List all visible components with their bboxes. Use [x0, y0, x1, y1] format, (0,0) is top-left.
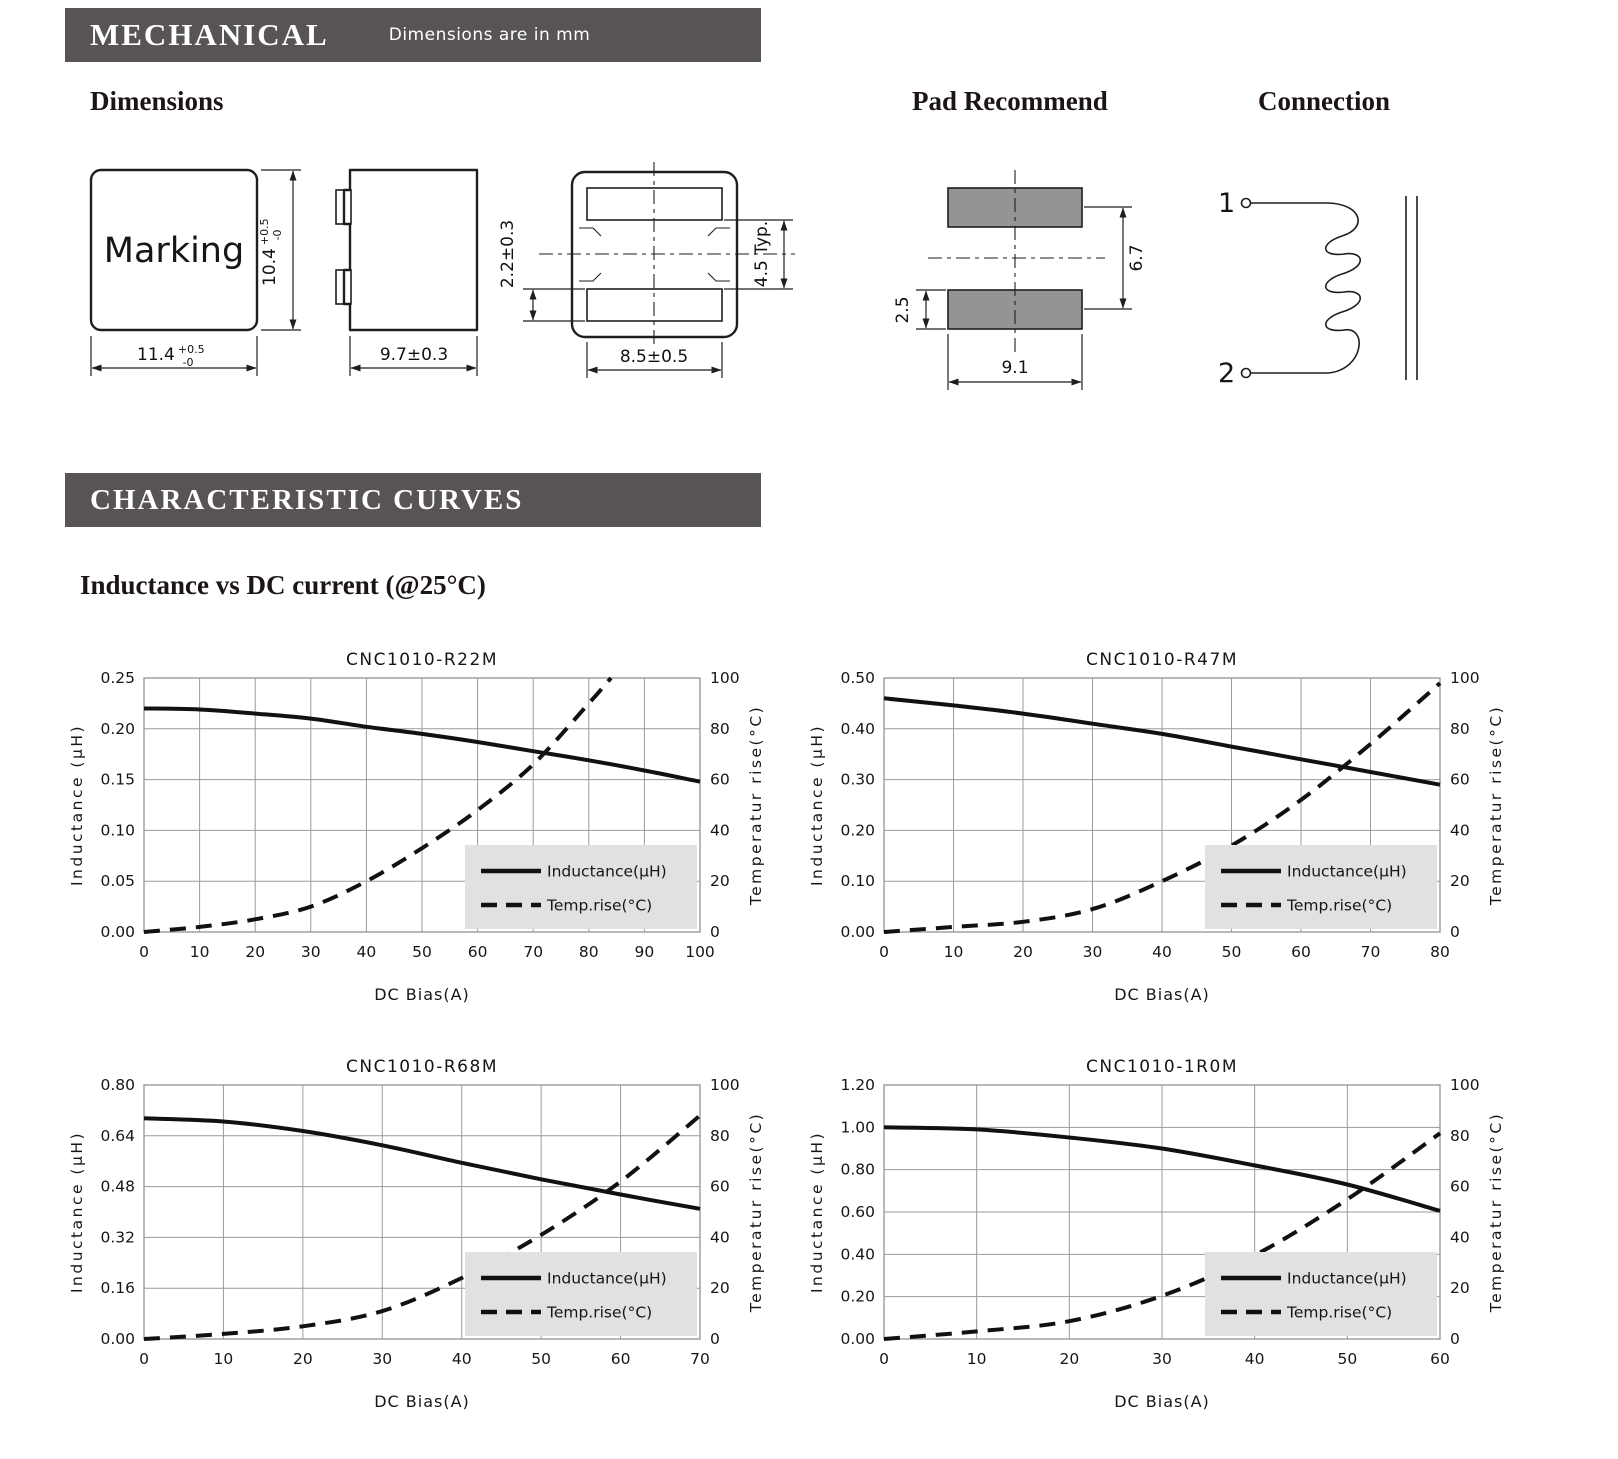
svg-text:60: 60 [1450, 1177, 1470, 1196]
svg-text:0.25: 0.25 [100, 669, 135, 687]
svg-text:30: 30 [300, 943, 321, 961]
chart-legend [1205, 845, 1437, 929]
svg-text:80: 80 [710, 719, 730, 738]
svg-text:100: 100 [710, 669, 740, 687]
legend-label: Inductance(μH) [1287, 862, 1407, 881]
svg-text:0.40: 0.40 [840, 719, 875, 738]
svg-text:100: 100 [710, 1076, 740, 1094]
svg-text:80: 80 [1450, 1126, 1470, 1145]
curves-title: CHARACTERISTIC CURVES [90, 483, 524, 516]
legend-label: Temp.rise(°C) [547, 896, 653, 915]
svg-text:50: 50 [412, 943, 432, 961]
svg-text:60: 60 [710, 770, 730, 789]
svg-text:10: 10 [966, 1350, 987, 1368]
svg-text:0.80: 0.80 [840, 1160, 875, 1179]
svg-text:60: 60 [1291, 943, 1311, 961]
svg-text:90: 90 [634, 943, 655, 961]
svg-text:40: 40 [710, 821, 730, 840]
svg-text:0.40: 0.40 [840, 1245, 875, 1264]
ylabel-left: Inductance (μH) [808, 723, 826, 887]
svg-text:0: 0 [1450, 923, 1460, 941]
side-body-outline [344, 170, 477, 330]
connection-heading: Connection [1258, 86, 1391, 116]
svg-text:0: 0 [139, 943, 149, 961]
connection-drawing [1210, 162, 1442, 402]
chart-title: CNC1010-1R0M [1086, 1057, 1238, 1077]
svg-text:0: 0 [710, 923, 720, 941]
chart-svg-CNC1010-R47M [804, 648, 1516, 1048]
svg-text:40: 40 [451, 1350, 472, 1368]
curves-subtitle: Inductance vs DC current (@25°C) [80, 570, 486, 600]
chart-legend [465, 1252, 697, 1336]
chart-cnc1010-1r0m [804, 1055, 1516, 1455]
legend-label: Temp.rise(°C) [1287, 896, 1393, 915]
legend-label: Temp.rise(°C) [1287, 1303, 1393, 1322]
svg-text:40: 40 [1450, 1228, 1470, 1247]
inductance-curve [144, 1118, 700, 1209]
svg-text:70: 70 [523, 943, 544, 961]
svg-text:80: 80 [710, 1126, 730, 1145]
ylabel-left: Inductance (μH) [808, 1130, 826, 1294]
xlabel: DC Bias(A) [1114, 985, 1210, 1004]
chart-cnc1010-r68m [64, 1055, 776, 1455]
ylabel-right: Temperatur rise(°C) [747, 1111, 765, 1313]
svg-text:0.64: 0.64 [100, 1126, 135, 1145]
svg-text:20: 20 [710, 1279, 730, 1298]
bottom-width-dim-label: 8.5±0.5 [619, 347, 689, 367]
svg-text:40: 40 [710, 1228, 730, 1247]
chart-title: CNC1010-R47M [1086, 650, 1238, 670]
svg-text:1.20: 1.20 [840, 1076, 875, 1094]
svg-text:30: 30 [1152, 1350, 1172, 1368]
svg-text:60: 60 [467, 943, 488, 961]
svg-text:20: 20 [1013, 943, 1033, 961]
pad-width-dim-label: 9.1 [1001, 358, 1029, 378]
svg-text:50: 50 [1337, 1350, 1358, 1368]
chart-title: CNC1010-R68M [346, 1057, 498, 1077]
svg-text:50: 50 [531, 1350, 552, 1368]
ylabel-left: Inductance (μH) [68, 723, 86, 887]
svg-text:10: 10 [189, 943, 210, 961]
svg-text:100: 100 [1450, 669, 1480, 687]
chart-cnc1010-r47m [804, 648, 1516, 1048]
chart-svg-CNC1010-R22M [64, 648, 776, 1048]
svg-text:40: 40 [356, 943, 377, 961]
svg-text:100: 100 [1450, 1076, 1480, 1094]
svg-text:0.32: 0.32 [100, 1228, 135, 1247]
svg-text:10: 10 [213, 1350, 234, 1368]
ylabel-right: Temperatur rise(°C) [1487, 1111, 1505, 1313]
svg-text:30: 30 [1082, 943, 1103, 961]
legend-label: Inductance(μH) [547, 862, 667, 881]
legend-label: Inductance(μH) [1287, 1269, 1407, 1288]
svg-text:60: 60 [1450, 770, 1470, 789]
svg-text:80: 80 [1450, 719, 1470, 738]
svg-text:80: 80 [578, 943, 599, 961]
svg-text:0.20: 0.20 [100, 719, 135, 738]
svg-text:20: 20 [710, 872, 730, 891]
pad-span-dim-label: 6.7 [1127, 244, 1147, 272]
svg-text:0.10: 0.10 [100, 821, 135, 840]
chart-svg-CNC1010-1R0M [804, 1055, 1516, 1455]
svg-text:0.20: 0.20 [840, 821, 875, 840]
pin1-terminal [1242, 199, 1251, 208]
svg-text:0.30: 0.30 [840, 770, 875, 789]
width-dim-label: 11.4 $^{+0.5}$ -0 [137, 343, 205, 369]
svg-text:0.00: 0.00 [840, 923, 875, 941]
svg-text:0.50: 0.50 [840, 669, 875, 687]
svg-text:40: 40 [1152, 943, 1172, 961]
chart-svg-CNC1010-R68M [64, 1055, 776, 1455]
ylabel-right: Temperatur rise(°C) [1487, 704, 1505, 906]
curves-section-bar [65, 473, 761, 527]
svg-text:0.10: 0.10 [840, 872, 875, 891]
pin2-label: 2 [1218, 358, 1236, 389]
svg-text:70: 70 [1360, 943, 1381, 961]
chart-legend [1205, 1252, 1437, 1336]
legend-label: Temp.rise(°C) [547, 1303, 653, 1322]
svg-text:0: 0 [139, 1350, 149, 1368]
svg-text:0: 0 [710, 1330, 720, 1348]
legend-label: Inductance(μH) [547, 1269, 667, 1288]
pad-height-dim-label: 2.5 [893, 296, 913, 324]
mechanical-subtitle: Dimensions are in mm [388, 25, 591, 45]
coil-winding [1251, 203, 1360, 373]
svg-text:0.00: 0.00 [100, 1330, 135, 1348]
pitch-dim-label: 4.5 Typ. [752, 220, 772, 288]
svg-text:0.20: 0.20 [840, 1287, 875, 1306]
dimensions-heading: Dimensions [90, 86, 224, 116]
chart-cnc1010-r22m [64, 648, 776, 1048]
mechanical-title: MECHANICAL [90, 17, 329, 52]
depth-dim-label: 9.7±0.3 [379, 345, 449, 365]
svg-text:20: 20 [292, 1350, 313, 1368]
pad-recommend-heading: Pad Recommend [912, 86, 1108, 116]
svg-text:0.00: 0.00 [840, 1330, 875, 1348]
svg-text:0.48: 0.48 [100, 1177, 135, 1196]
svg-text:0.00: 0.00 [100, 923, 135, 941]
svg-text:10: 10 [943, 943, 964, 961]
svg-text:20: 20 [1450, 872, 1470, 891]
svg-text:100: 100 [685, 943, 715, 961]
svg-text:0.16: 0.16 [100, 1279, 135, 1298]
pad-recommend-drawing [890, 158, 1222, 410]
svg-text:60: 60 [710, 1177, 730, 1196]
mechanical-section-bar [65, 8, 761, 62]
svg-text:20: 20 [245, 943, 266, 961]
xlabel: DC Bias(A) [1114, 1392, 1210, 1411]
svg-text:70: 70 [690, 1350, 710, 1368]
svg-text:0: 0 [879, 943, 889, 961]
svg-text:20: 20 [1450, 1279, 1470, 1298]
svg-text:1.00: 1.00 [840, 1118, 875, 1137]
svg-text:60: 60 [610, 1350, 631, 1368]
svg-text:0.15: 0.15 [100, 770, 135, 789]
svg-text:0: 0 [879, 1350, 889, 1368]
chart-title: CNC1010-R22M [346, 650, 498, 670]
side-view-drawing [330, 162, 482, 402]
svg-text:0.80: 0.80 [100, 1076, 135, 1094]
svg-text:30: 30 [372, 1350, 393, 1368]
svg-text:80: 80 [1430, 943, 1450, 961]
svg-text:20: 20 [1059, 1350, 1080, 1368]
svg-text:40: 40 [1450, 821, 1470, 840]
ylabel-right: Temperatur rise(°C) [747, 704, 765, 906]
terminal-dim-label: 2.2±0.3 [498, 219, 518, 289]
svg-text:40: 40 [1244, 1350, 1265, 1368]
ylabel-left: Inductance (μH) [68, 1130, 86, 1294]
svg-text:0: 0 [1450, 1330, 1460, 1348]
svg-text:0.05: 0.05 [100, 872, 135, 891]
svg-text:0.60: 0.60 [840, 1203, 875, 1221]
xlabel: DC Bias(A) [374, 1392, 470, 1411]
height-dim-label: $10.4^{+0.5}-0$ [258, 218, 284, 286]
marking-label: Marking [103, 231, 245, 271]
xlabel: DC Bias(A) [374, 985, 470, 1004]
pin2-terminal [1242, 369, 1251, 378]
svg-text:50: 50 [1221, 943, 1242, 961]
bottom-view-drawing [495, 162, 817, 402]
pin1-label: 1 [1218, 188, 1236, 219]
chart-legend [465, 845, 697, 929]
svg-text:60: 60 [1430, 1350, 1450, 1368]
